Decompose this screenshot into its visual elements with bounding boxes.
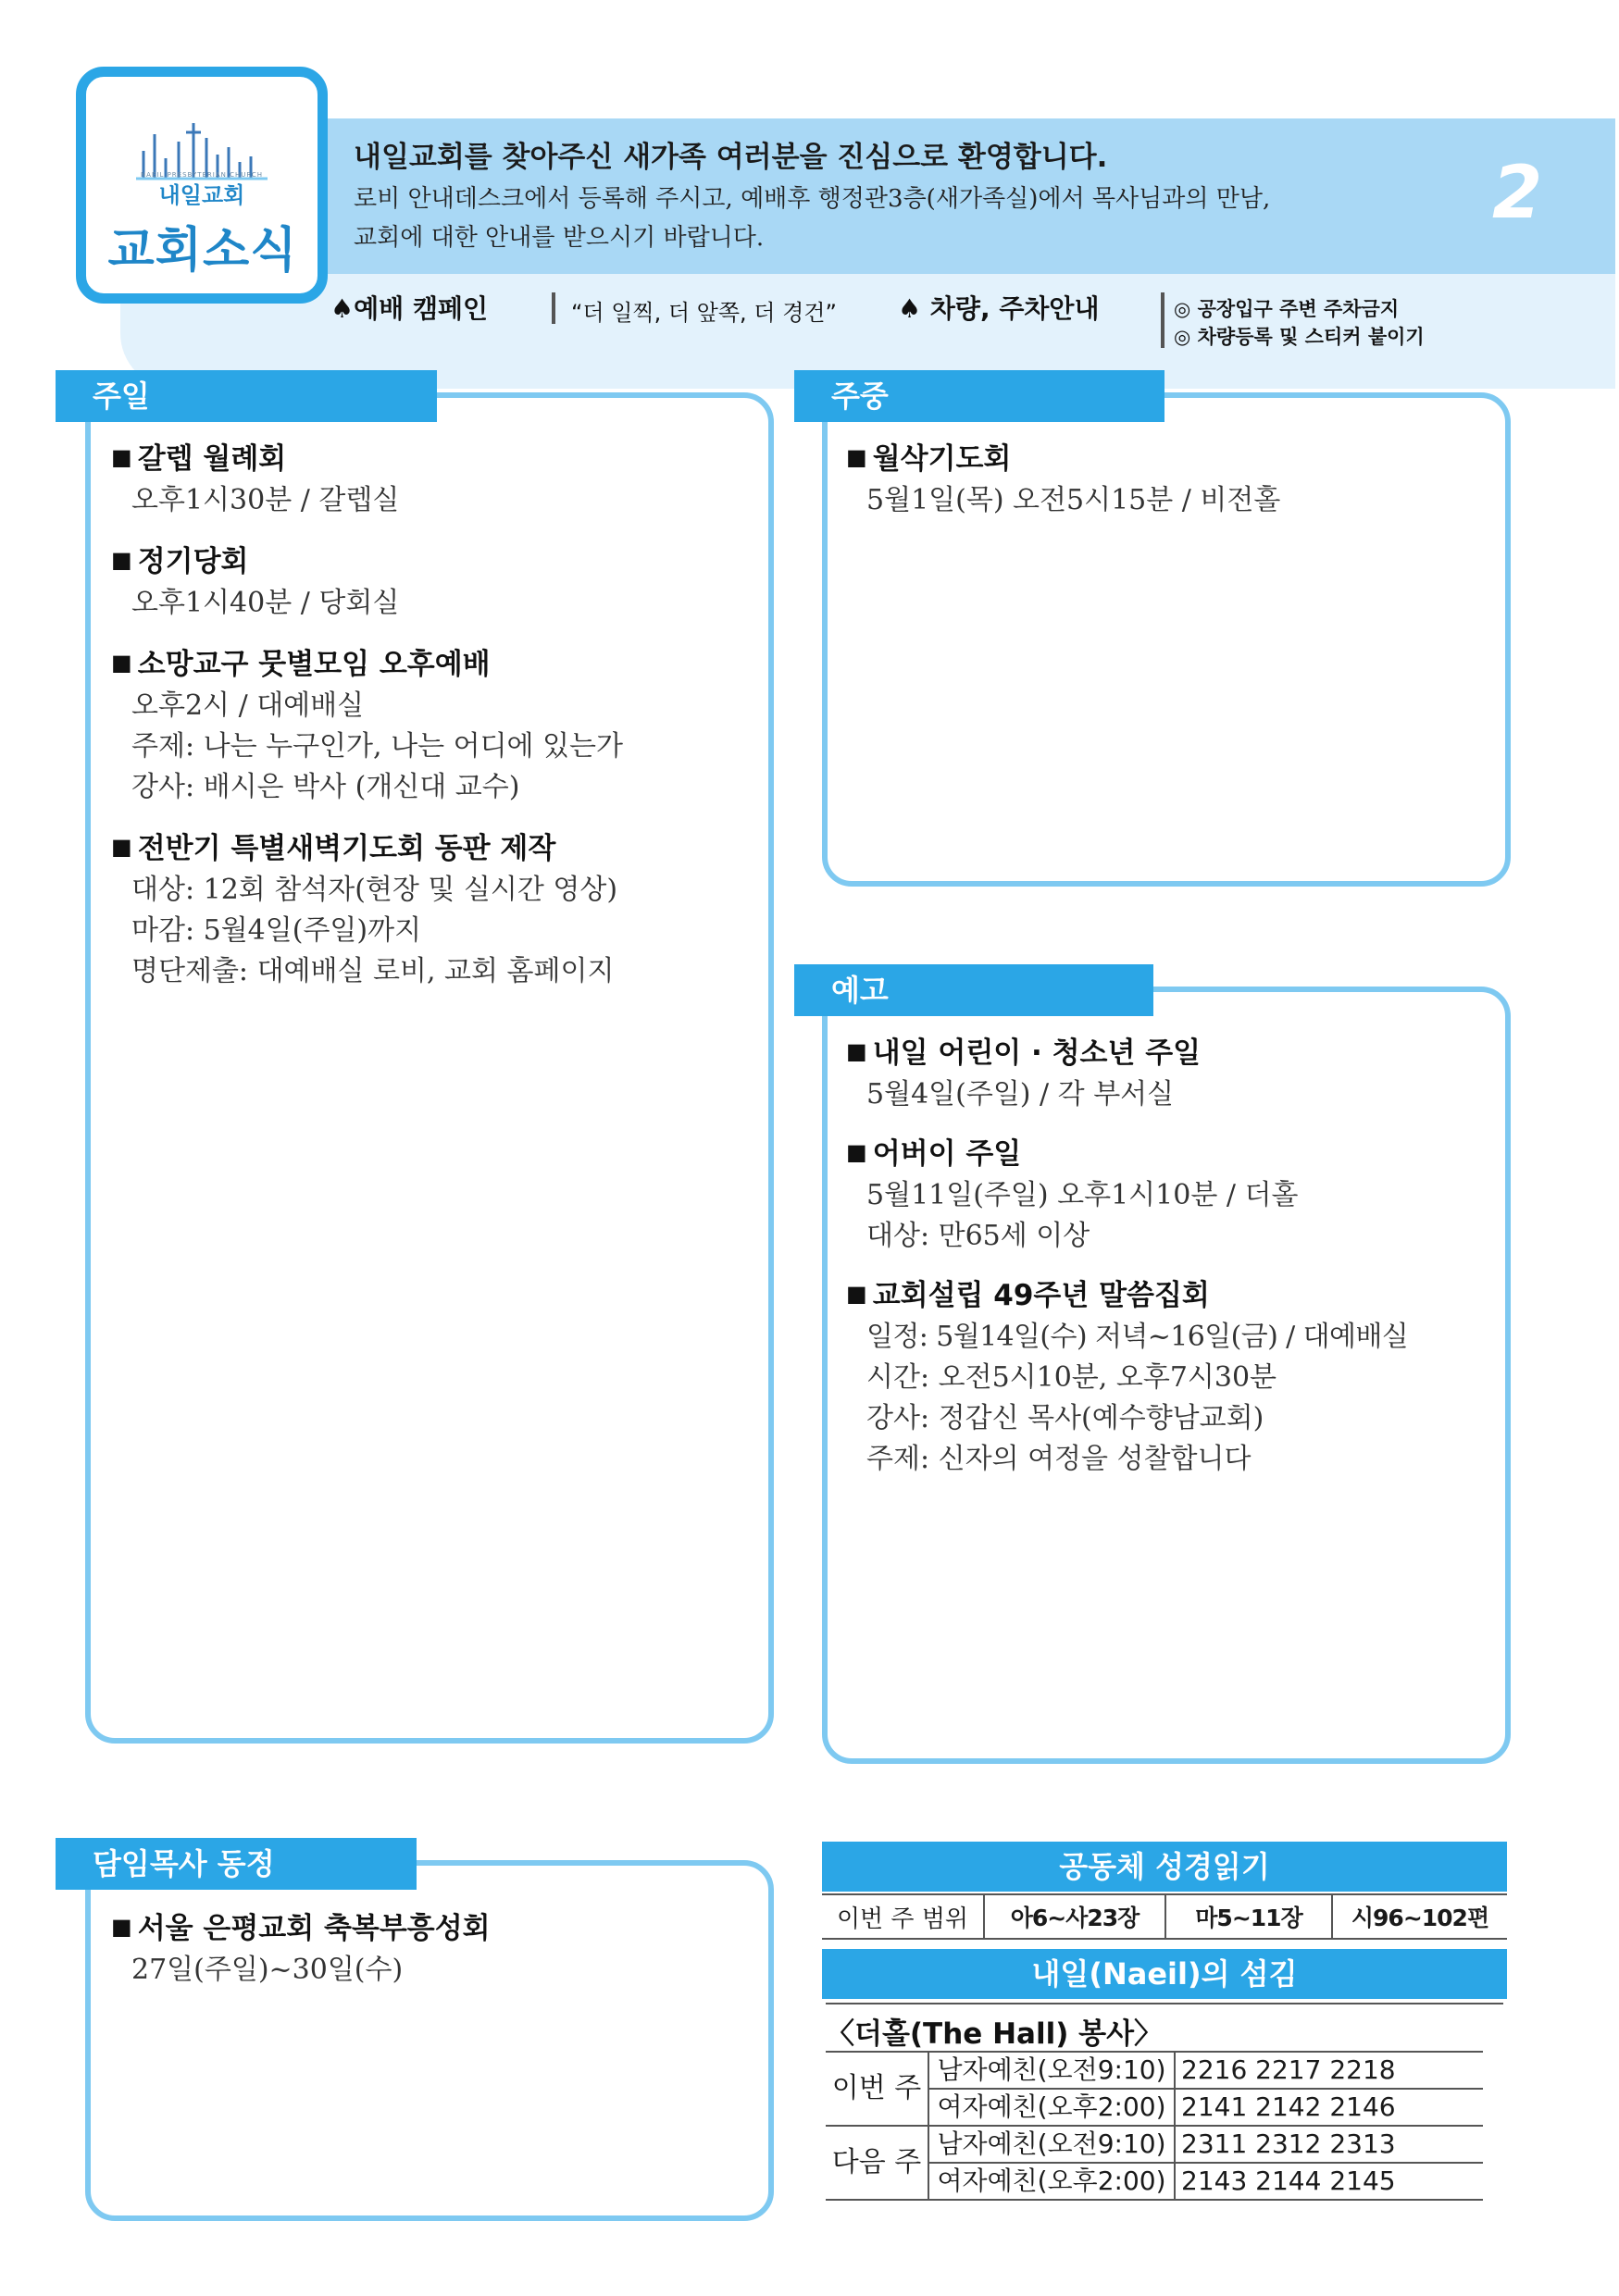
table-cell: 남자예친(오전9:10) [928, 2126, 1175, 2163]
table-cell: 2143 2144 2145 [1175, 2163, 1483, 2200]
bullet-square-icon: ■ [846, 1038, 867, 1064]
item-title: ■ 어버이 주일 [846, 1137, 1022, 1171]
item-line: 오후2시 / 대예배실 [131, 689, 365, 722]
table-cell: 여자예친(오후2:00) [928, 2089, 1175, 2126]
table-cell: 마5~11장 [1165, 1894, 1332, 1939]
table-cell: 다음 주 [826, 2126, 928, 2200]
item-line: 주제: 신자의 여정을 성찰합니다 [866, 1443, 1252, 1475]
notice-list [846, 1029, 1513, 1476]
notice-tag: 예고 [794, 964, 1153, 1016]
item-line: 27일(주일)~30일(수) [131, 1954, 404, 1986]
page-number: 2 [1492, 152, 1543, 235]
section-title: 교회소식 [107, 223, 298, 279]
item-line: 시간: 오전5시10분, 오후7시30분 [866, 1361, 1277, 1394]
item-line: 오후1시30분 / 갈렙실 [131, 484, 400, 516]
logo-box [76, 67, 328, 304]
pastor-tag: 담임목사 동정 [56, 1838, 417, 1890]
campaign-quote: “더 일찍, 더 앞쪽, 더 경건” [571, 300, 837, 326]
parking-note: ◎ 공장입구 주변 주차금지 [1174, 298, 1400, 320]
bible-reading-table [822, 1893, 1507, 1940]
table-row [826, 2126, 1483, 2163]
service-title: 내일(Naeil)의 섬김 [822, 1949, 1507, 1999]
bullet-square-icon: ■ [111, 834, 132, 860]
bullet-square-icon: ■ [111, 547, 132, 573]
pastor-list [111, 1905, 759, 1987]
bullet-square-icon: ■ [111, 1914, 132, 1940]
item-line: 강사: 정갑신 목사(예수향남교회) [866, 1402, 1264, 1434]
item-line: 5월11일(주일) 오후1시10분 / 더홀 [866, 1179, 1299, 1211]
list-item [846, 1029, 1513, 1111]
item-line: 오후1시40분 / 당회실 [131, 587, 400, 619]
weekday-tag: 주중 [794, 370, 1164, 422]
list-item [846, 1130, 1513, 1253]
logo-subtext: NAEIL PRESBYTERIAN CHURCH [140, 171, 264, 179]
table-cell: 아6~사23장 [984, 1894, 1165, 1939]
item-title: ■ 내일 어린이 · 청소년 주일 [846, 1036, 1202, 1070]
bullet-square-icon: ■ [111, 444, 132, 470]
bullet-square-icon: ■ [111, 650, 132, 676]
divider [552, 292, 555, 324]
welcome-line-1: 로비 안내데스크에서 등록해 주시고, 예배후 행정관3층(새가족실)에서 목사님과의 만남, [354, 185, 1271, 213]
table-cell: 남자예친(오전9:10) [928, 2052, 1175, 2089]
item-line: 5월1일(목) 오전5시15분 / 비전홀 [866, 484, 1281, 516]
list-item [846, 435, 1494, 517]
item-title: ■ 교회설립 49주년 말씀집회 [846, 1279, 1210, 1312]
service-table [826, 2051, 1483, 2201]
bullet-square-icon: ■ [846, 444, 867, 470]
item-title: ■ 전반기 특별새벽기도회 동판 제작 [111, 832, 556, 865]
bullet-square-icon: ■ [846, 1281, 867, 1307]
item-line: 대상: 만65세 이상 [866, 1220, 1090, 1252]
item-title: ■ 서울 은평교회 축복부흥성회 [111, 1912, 491, 1945]
list-item [111, 640, 759, 804]
list-item [111, 538, 759, 620]
list-item [111, 1905, 759, 1987]
table-cell: 2141 2142 2146 [1175, 2089, 1483, 2126]
table-cell: 2216 2217 2218 [1175, 2052, 1483, 2089]
table-row [822, 1894, 1507, 1939]
parking-note: ◎ 차량등록 및 스티커 붙이기 [1174, 326, 1425, 348]
service-subtitle: 〈더홀(The Hall) 봉사〉 [826, 2017, 1164, 2051]
welcome-title: 내일교회를 찾아주신 새가족 여러분을 진심으로 환영합니다. [354, 141, 1108, 174]
campaign-label: ♠예배 캠페인 [330, 293, 489, 324]
bible-reading-title: 공동체 성경읽기 [822, 1842, 1507, 1892]
divider [1161, 292, 1164, 348]
church-name: 내일교회 [158, 182, 245, 208]
sunday-tag: 주일 [56, 370, 437, 422]
item-line: 마감: 5월4일(주일)까지 [131, 914, 422, 947]
table-cell: 2311 2312 2313 [1175, 2126, 1483, 2163]
item-line: 명단제출: 대예배실 로비, 교회 홈페이지 [131, 955, 615, 987]
weekday-list [846, 435, 1494, 517]
item-line: 일정: 5월14일(수) 저녁~16일(금) / 대예배실 [866, 1321, 1409, 1353]
item-line: 주제: 나는 누구인가, 나는 어디에 있는가 [131, 730, 624, 763]
table-cell: 시96~102편 [1332, 1894, 1507, 1939]
table-cell: 이번 주 범위 [822, 1894, 984, 1939]
table-row [826, 2052, 1483, 2089]
table-cell: 여자예친(오후2:00) [928, 2163, 1175, 2200]
item-title: ■ 정기당회 [111, 545, 249, 578]
parking-label: ♠ 차량, 주차안내 [898, 293, 1100, 324]
list-item [111, 825, 759, 988]
item-title: ■ 갈렙 월례회 [111, 442, 287, 476]
item-line: 강사: 배시은 박사 (개신대 교수) [131, 771, 520, 803]
item-title: ■ 월삭기도회 [846, 442, 1012, 476]
sunday-list [111, 435, 759, 988]
item-line: 5월4일(주일) / 각 부서실 [866, 1078, 1175, 1111]
item-line: 대상: 12회 참석자(현장 및 실시간 영상) [131, 874, 618, 906]
item-title: ■ 소망교구 뭇별모임 오후예배 [111, 648, 491, 681]
divider [826, 2003, 1503, 2004]
list-item [846, 1272, 1513, 1476]
bullet-square-icon: ■ [846, 1139, 867, 1165]
table-cell: 이번 주 [826, 2052, 928, 2126]
list-item [111, 435, 759, 517]
welcome-line-2: 교회에 대한 안내를 받으시기 바랍니다. [354, 224, 765, 252]
